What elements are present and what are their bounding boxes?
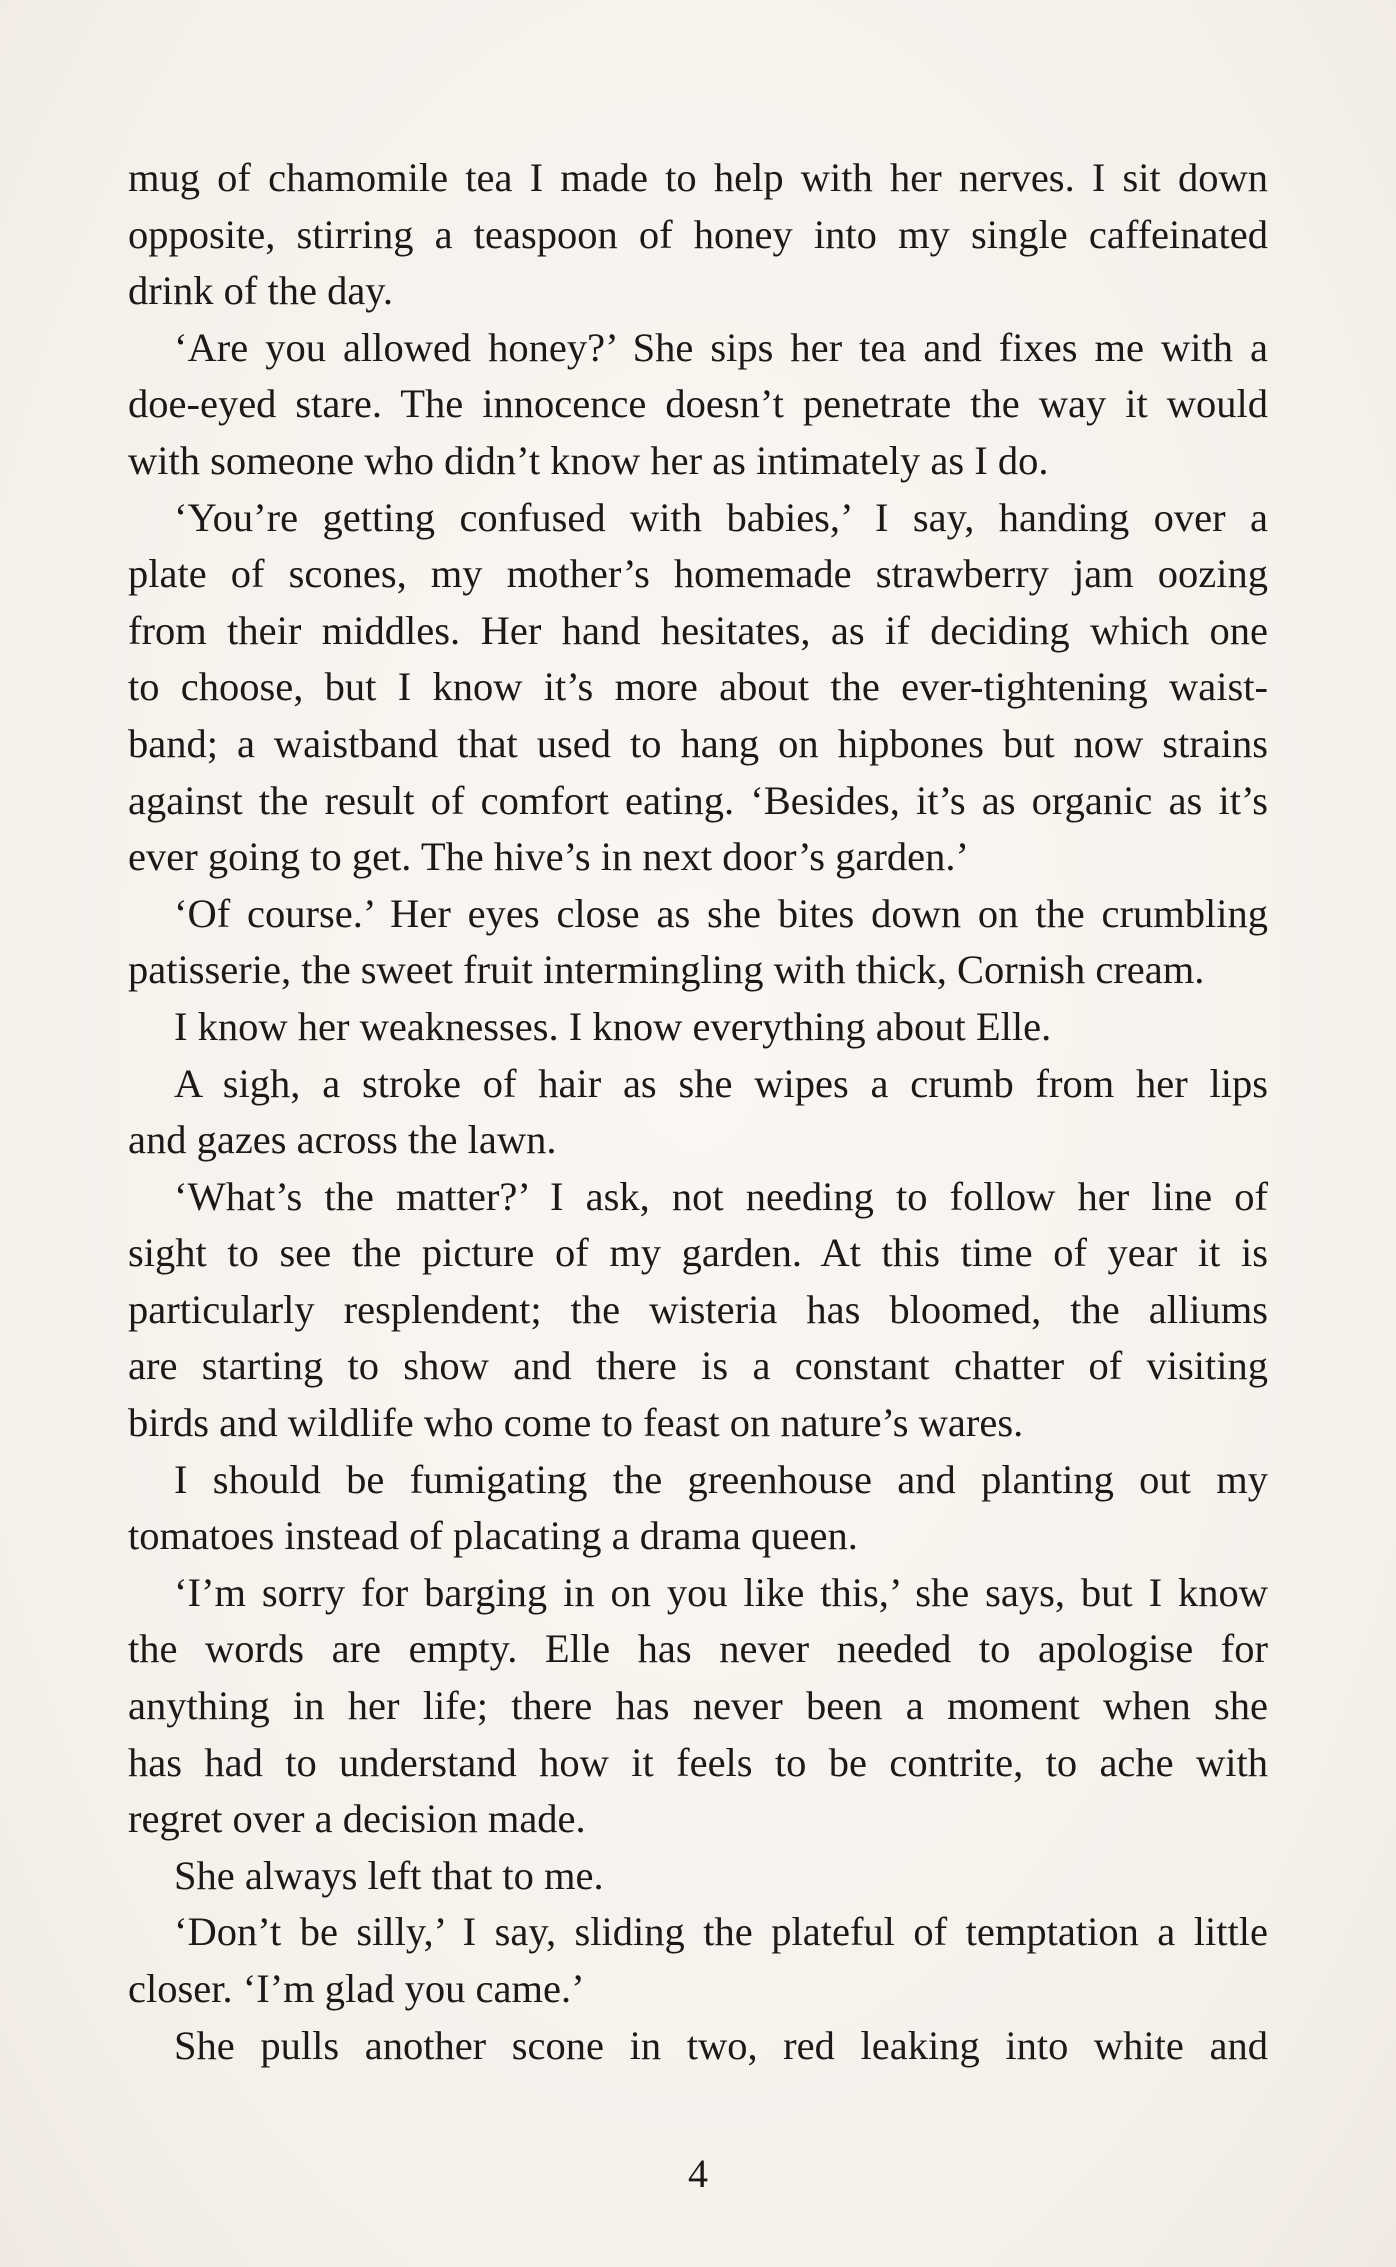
text-line: particularly resplendent; the wisteria has bloomed, the alliums <box>128 1286 1268 1332</box>
page-number: 4 <box>688 2151 708 2196</box>
text-line: drink of the day. <box>128 268 394 314</box>
text-line: ‘Don’t be silly,’ I say, sliding the plateful of temptation a little <box>174 1909 1268 1955</box>
text-line: from their middles. Her hand hesitates, as if deciding which one <box>128 607 1268 653</box>
text-line: ‘What’s the matter?’ I ask, not needing to follow her line of <box>174 1173 1268 1219</box>
text-line: She always left that to me. <box>174 1852 604 1898</box>
paragraph <box>128 999 1268 1056</box>
text-line: and gazes across the lawn. <box>128 1117 557 1163</box>
text-line: mug of chamomile tea I made to help with her nerves. I sit down <box>128 155 1268 200</box>
paragraph <box>128 1904 1268 2017</box>
paragraph <box>128 1565 1268 1848</box>
paragraph <box>128 886 1268 999</box>
text-line: has had to understand how it feels to be contrite, to ache with <box>128 1739 1268 1785</box>
text-line: plate of scones, my mother’s homemade strawberry jam oozing <box>128 551 1268 597</box>
text-line: ‘I’m sorry for barging in on you like this,’ she says, but I know <box>174 1569 1268 1615</box>
paragraph <box>128 490 1268 886</box>
paragraph <box>128 1452 1268 1565</box>
text-line: regret over a decision made. <box>128 1796 586 1842</box>
paragraph <box>128 320 1268 490</box>
paragraph <box>128 2018 1268 2075</box>
text-line: anything in her life; there has never been a moment when she <box>128 1683 1268 1729</box>
text-line: to choose, but I know it’s more about the ever-tightening waist- <box>128 664 1268 710</box>
text-line: ‘You’re getting confused with babies,’ I say, handing over a <box>174 494 1268 540</box>
text-line: She pulls another scone in two, red leaking into white and <box>174 2022 1268 2068</box>
paragraph <box>128 1169 1268 1452</box>
text-line: doe-eyed stare. The innocence doesn’t penetrate the way it would <box>128 381 1268 427</box>
text-line: I know her weaknesses. I know everything about Elle. <box>174 1003 1052 1049</box>
text-line: the words are empty. Elle has never needed to apologise for <box>128 1626 1268 1672</box>
text-line: birds and wildlife who come to feast on nature’s wares. <box>128 1400 1024 1446</box>
paragraph <box>128 1848 1268 1905</box>
paragraph <box>128 1056 1268 1169</box>
text-line: tomatoes instead of placating a drama queen. <box>128 1513 858 1559</box>
text-line: patisserie, the sweet fruit intermingling with thick, Cornish cream. <box>128 947 1205 993</box>
text-line: closer. ‘I’m glad you came.’ <box>128 1966 585 2011</box>
text-line: band; a waistband that used to hang on hipbones but now strains <box>128 720 1268 766</box>
text-line: opposite, stirring a teaspoon of honey into my single caffeinated <box>128 211 1268 257</box>
text-line: against the result of comfort eating. ‘Besides, it’s as organic as it’s <box>128 777 1268 823</box>
text-line: sight to see the picture of my garden. At this time of year it is <box>128 1230 1268 1276</box>
text-line: ever going to get. The hive’s in next door’s garden.’ <box>128 834 969 880</box>
text-line: ‘Of course.’ Her eyes close as she bites down on the crumbling <box>174 890 1268 936</box>
text-line: I should be fumigating the greenhouse and planting out my <box>174 1456 1268 1502</box>
text-line: are starting to show and there is a constant chatter of visiting <box>128 1343 1268 1389</box>
text-line: A sigh, a stroke of hair as she wipes a crumb from her lips <box>174 1060 1268 1106</box>
text-line: ‘Are you allowed honey?’ She sips her tea and fixes me with a <box>174 324 1268 370</box>
body-text <box>128 150 1268 2074</box>
paragraph <box>128 150 1268 320</box>
text-line: with someone who didn’t know her as intimately as I do. <box>128 437 1049 483</box>
